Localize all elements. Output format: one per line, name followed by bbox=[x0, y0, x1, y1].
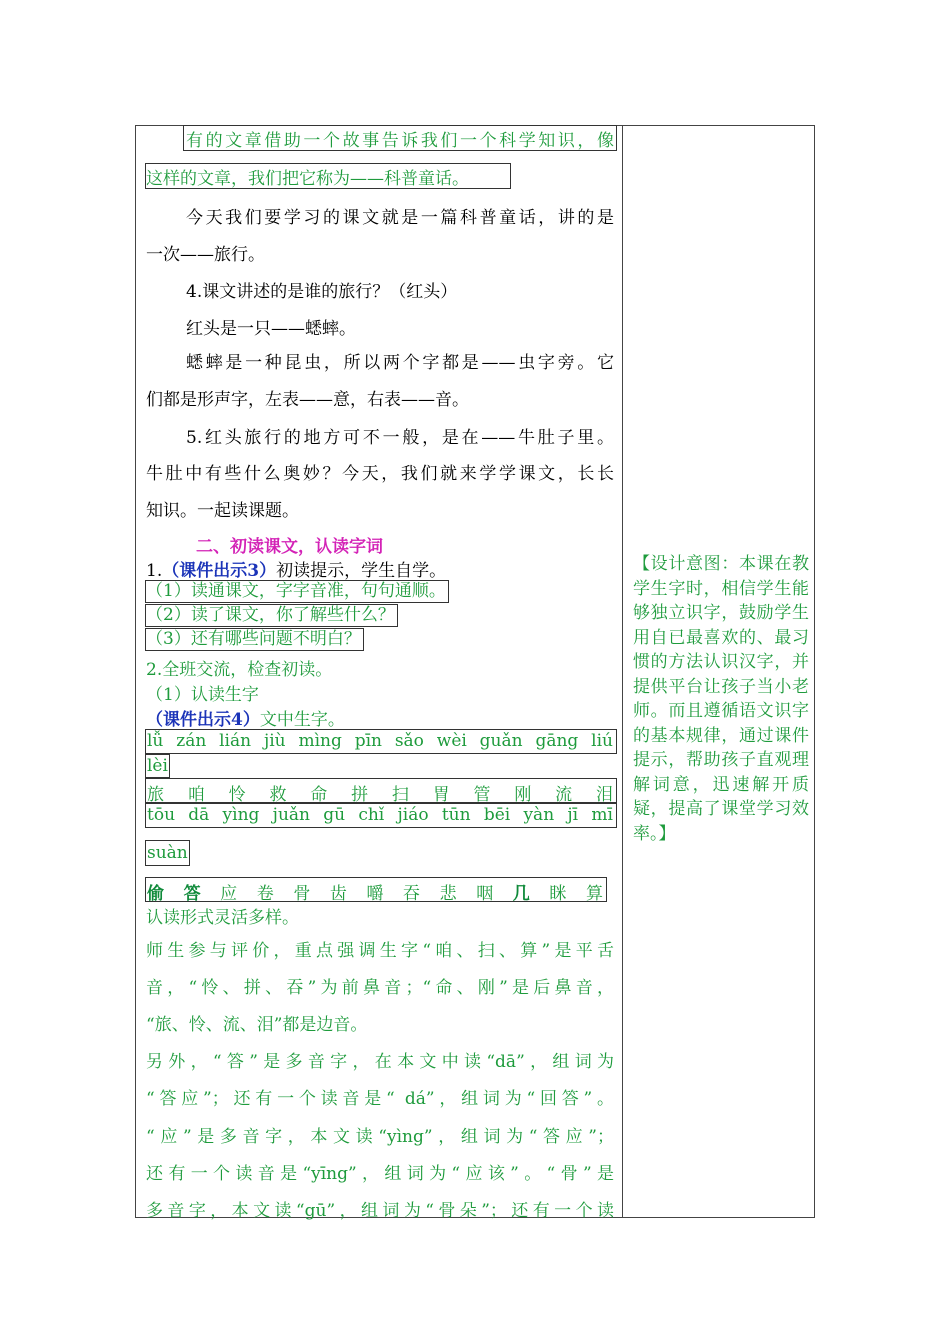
char: 悲 bbox=[439, 884, 457, 904]
pinyin: gū bbox=[323, 805, 346, 825]
courseware-label-4: （课件出示4） bbox=[146, 710, 260, 730]
cricket-line: 红头是一只——蟋蟀。 bbox=[186, 319, 356, 339]
char: 应 bbox=[220, 884, 238, 904]
tip-2: （2）读了课文，你了解些什么？ bbox=[145, 604, 398, 627]
para5-line-2: 们都是形声字，左表——意，右表——音。 bbox=[146, 390, 469, 410]
char: 咽 bbox=[476, 884, 494, 904]
para6-line-3: 知识。一起读课题。 bbox=[146, 501, 299, 521]
char: 几 bbox=[512, 884, 530, 904]
char: 答 bbox=[183, 884, 201, 904]
tip-1: （1）读通课文，字字音准，句句通顺。 bbox=[145, 580, 449, 603]
eval-line-3: “旅、怜、流、泪”都是边音。 bbox=[146, 1015, 368, 1035]
step-1-num: 1. bbox=[146, 561, 163, 581]
para2-line-1: 今天我们要学习的课文就是一篇科普童话，讲的是 bbox=[186, 208, 614, 228]
pinyin: mī bbox=[591, 805, 613, 825]
char: 扫 bbox=[391, 785, 409, 805]
pinyin: juǎn bbox=[272, 805, 310, 825]
para2-line-2: 一次——旅行。 bbox=[146, 245, 265, 265]
extra-line-1: 另外，“答”是多音字，在本文中读“dā”，组词为 bbox=[146, 1052, 614, 1072]
pinyin-row-1 bbox=[147, 731, 613, 751]
pinyin-row-2-end: suàn bbox=[145, 840, 190, 866]
char: 管 bbox=[473, 785, 491, 805]
char: 旅 bbox=[147, 785, 164, 805]
intro-line-1: 有的文章借助一个故事告诉我们一个科学知识，像 bbox=[186, 131, 614, 151]
chars-row-1 bbox=[147, 780, 613, 805]
char: 救 bbox=[269, 785, 287, 805]
pinyin: yàn bbox=[523, 805, 555, 825]
char: 齿 bbox=[329, 884, 347, 904]
tip-3: （3）还有哪些问题不明白？ bbox=[145, 628, 364, 651]
para6-line-2: 牛肚中有些什么奥妙？今天，我们就来学学课文，长长 bbox=[146, 464, 614, 484]
char: 骨 bbox=[293, 884, 311, 904]
para6-line-1: 5.红头旅行的地方可不一般，是在——牛肚子里。 bbox=[186, 428, 614, 448]
eval-line-1: 师生参与评价，重点强调生字“咱、扫、算”是平舌 bbox=[146, 941, 614, 961]
para5-line-1: 蟋蟀是一种昆虫，所以两个字都是——虫字旁。它 bbox=[186, 353, 614, 373]
char: 刚 bbox=[514, 785, 532, 805]
step-1-text: 初读提示，学生自学。 bbox=[276, 561, 447, 581]
pinyin: dā bbox=[188, 805, 210, 825]
pinyin: tōu bbox=[147, 805, 176, 825]
pinyin: wèi bbox=[436, 731, 467, 751]
pinyin: lǚ bbox=[147, 731, 164, 751]
char: 怜 bbox=[228, 785, 246, 805]
char: 吞 bbox=[403, 884, 421, 904]
step-2: 2.全班交流，检查初读。 bbox=[146, 660, 333, 680]
char: 拼 bbox=[351, 785, 369, 805]
char: 算 bbox=[585, 884, 603, 904]
chars-row-2 bbox=[147, 879, 603, 904]
pinyin: guǎn bbox=[479, 731, 523, 751]
step-1 bbox=[146, 556, 446, 581]
char: 流 bbox=[555, 785, 573, 805]
design-intent-note: 【设计意图：本课在教学生字时，相信学生能够独立识字，鼓励学生用自已最喜欢的、最习惯的方法认识汉字，并提供平台让孩子当小老师。而且遵循语文识字的基本规律，通过课件提示，帮助孩子直观理解词意，迅速解开质疑，提高了课堂学习效率。】 bbox=[633, 554, 809, 844]
char: 偷 bbox=[147, 884, 164, 904]
extra-line-2: “答应”；还有一个读音是“ dá”，组词为“回答”。 bbox=[146, 1089, 614, 1109]
step-2a: （1）认读生字 bbox=[146, 685, 259, 705]
pinyin: gāng bbox=[535, 731, 579, 751]
pinyin: jī bbox=[567, 805, 579, 825]
section-heading: 二、初读课文，认读字词 bbox=[196, 537, 383, 557]
intro-line-2: 这样的文章，我们把它称为——科普童话。 bbox=[146, 169, 469, 189]
pinyin: liú bbox=[591, 731, 613, 751]
pinyin: jiù bbox=[263, 731, 286, 751]
extra-line-4: 还有一个读音是“yīng”，组词为“应该”。“骨”是 bbox=[146, 1164, 614, 1184]
pinyin: sǎo bbox=[394, 731, 424, 751]
pinyin: yìng bbox=[222, 805, 260, 825]
step-4-text: 文中生字。 bbox=[259, 710, 345, 730]
column-divider bbox=[622, 125, 623, 1218]
char: 咱 bbox=[187, 785, 205, 805]
pinyin: chǐ bbox=[358, 805, 385, 825]
courseware-label-3: （课件出示3） bbox=[162, 561, 277, 581]
char: 卷 bbox=[256, 884, 274, 904]
extra-line-5: 多音字，本文读“gū”，组词为“骨朵”；还有一个读 bbox=[146, 1201, 614, 1221]
pinyin: lián bbox=[219, 731, 252, 751]
pinyin: jiáo bbox=[397, 805, 429, 825]
pinyin: pīn bbox=[354, 731, 382, 751]
pinyin-row-2 bbox=[147, 805, 613, 825]
eval-line-2: 音，“怜、拼、吞”为前鼻音；“命、刚”是后鼻音， bbox=[146, 978, 614, 998]
pinyin-row-1-end: lèi bbox=[147, 756, 168, 776]
char: 命 bbox=[310, 785, 328, 805]
pinyin: mìng bbox=[298, 731, 342, 751]
reading-forms: 认读形式灵活多样。 bbox=[146, 908, 299, 928]
char: 眯 bbox=[549, 884, 567, 904]
char: 胃 bbox=[432, 785, 450, 805]
pinyin: tūn bbox=[441, 805, 471, 825]
question-4: 4.课文讲述的是谁的旅行？（红头） bbox=[186, 282, 458, 302]
char: 泪 bbox=[595, 785, 613, 805]
step-4-line bbox=[146, 705, 345, 730]
pinyin: zán bbox=[176, 731, 207, 751]
char: 嚼 bbox=[366, 884, 384, 904]
extra-line-3: “应”是多音字，本文读“yìng”，组词为“答应”； bbox=[146, 1127, 614, 1147]
pinyin: bēi bbox=[483, 805, 511, 825]
